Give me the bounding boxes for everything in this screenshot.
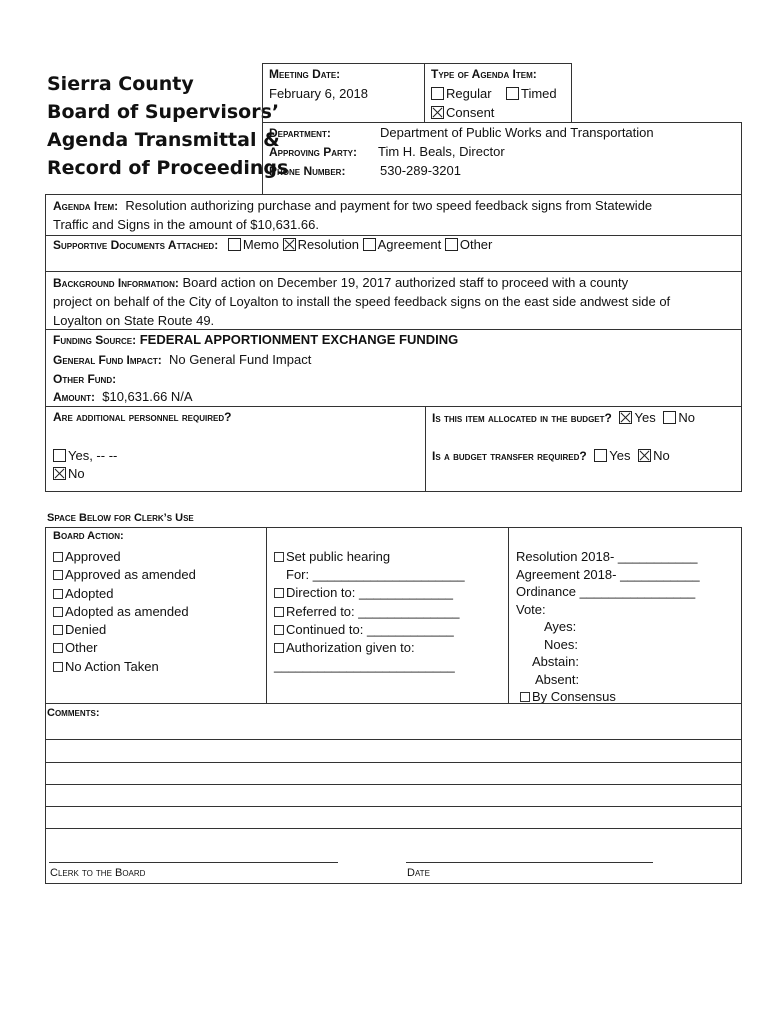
direction-to-checkbox[interactable] [274, 588, 284, 598]
background-line-3: Loyalton on State Route 49. [53, 313, 215, 328]
background-line-1: Background Information: Board action on December 19, 2017 authorized staff to proceed with a county [53, 275, 629, 290]
action-approved[interactable]: Approved [53, 548, 196, 566]
funding-source: Funding Source: FEDERAL APPORTIONMENT EXCHANGE FUNDING [53, 332, 459, 347]
transfer-yes-checkbox[interactable] [594, 449, 607, 462]
date-label: Date [407, 867, 430, 879]
general-fund-impact: General Fund Impact: No General Fund Impact [53, 352, 312, 367]
by-consensus[interactable]: By Consensus [516, 688, 700, 706]
comment-line [45, 762, 742, 763]
no-action-checkbox[interactable] [53, 662, 63, 672]
divider [45, 406, 742, 407]
personnel-yes[interactable]: Yes, -- -- [53, 448, 117, 463]
action-adopted[interactable]: Adopted [53, 585, 196, 603]
authorization-blank: _________________________ [274, 658, 455, 674]
referred-to[interactable]: Referred to: ______________ [274, 603, 465, 621]
type-consent[interactable]: Consent [431, 105, 494, 120]
approved-as-amended-checkbox[interactable] [53, 570, 63, 580]
type-regular[interactable]: Regular [431, 86, 492, 101]
divider [45, 329, 742, 330]
resolution-number: Resolution 2018- ___________ [516, 549, 698, 564]
date-signature-line[interactable] [406, 862, 653, 863]
budget-transfer: Is a budget transfer required? Yes No [432, 448, 670, 463]
noes-label: Noes: [544, 636, 578, 652]
personnel-question: Are additional personnel required? [53, 410, 232, 424]
absent-label: Absent: [535, 671, 580, 687]
regular-checkbox[interactable] [431, 87, 444, 100]
agenda-item: Agenda Item: Resolution authorizing purchase and payment for two speed feedback signs from Statewide [53, 198, 653, 213]
board-action-label: Board Action: [53, 530, 124, 542]
personnel-no[interactable]: No [53, 466, 85, 481]
hearing-for: For: _____________________ [286, 567, 465, 583]
set-public-hearing[interactable]: Set public hearing [274, 548, 465, 566]
continued-to[interactable]: Continued to: ____________ [274, 621, 465, 639]
ordinance-number: Ordinance ________________ [516, 584, 696, 599]
approved-checkbox[interactable] [53, 552, 63, 562]
ayes-label: Ayes: [544, 619, 577, 634]
adopted-as-amended-checkbox[interactable] [53, 607, 63, 617]
other-action-checkbox[interactable] [53, 643, 63, 653]
agenda-type-label: Type of Agenda Item: [431, 67, 537, 81]
supportive-docs: Supportive Documents Attached: Memo Resolution Agreement Other [53, 237, 493, 252]
authorization-given-to[interactable]: Authorization given to: [274, 639, 465, 657]
action-no-action[interactable]: No Action Taken [53, 658, 196, 676]
comment-line [45, 784, 742, 785]
comments-top-line [45, 703, 742, 704]
vote-label: Vote: [516, 601, 546, 617]
approving-party-value: Tim H. Beals, Director [378, 144, 505, 159]
divider [45, 271, 742, 272]
phone-value: 530-289-3201 [380, 163, 461, 178]
meeting-date-label: Meeting Date: [269, 67, 341, 81]
phone-label: Phone Number: [269, 164, 346, 178]
clerk-to-board-label: Clerk to the Board [50, 867, 146, 879]
meeting-date-value: February 6, 2018 [269, 86, 369, 101]
title-line-3: Agenda Transmittal & [47, 129, 280, 151]
title-line-2: Board of Supervisors’ [47, 101, 280, 123]
memo-checkbox[interactable] [228, 238, 241, 251]
other-checkbox[interactable] [445, 238, 458, 251]
personnel-no-checkbox[interactable] [53, 467, 66, 480]
clerk-right-column [516, 548, 700, 706]
clerk-signature-line[interactable] [49, 862, 338, 863]
by-consensus-checkbox[interactable] [520, 692, 530, 702]
clerk-col-divider-1 [266, 527, 267, 704]
document-title [47, 70, 288, 182]
comments-label: Comments: [47, 707, 100, 719]
background-line-2: project on behalf of the City of Loyalton to install the speed feedback signs on the east side andwest side of [53, 294, 671, 309]
board-action-list [53, 548, 196, 676]
timed-checkbox[interactable] [506, 87, 519, 100]
action-other[interactable]: Other [53, 639, 196, 657]
approving-party-label: Approving Party: [269, 145, 358, 159]
other-fund-label: Other Fund: [53, 372, 117, 386]
adopted-checkbox[interactable] [53, 589, 63, 599]
amount: Amount: $10,631.66 N/A [53, 389, 193, 404]
divider [45, 235, 742, 236]
agreement-number: Agreement 2018- ___________ [516, 566, 700, 582]
budget-allocated: Is this item allocated in the budget? Yes No [432, 410, 695, 425]
action-adopted-as-amended[interactable]: Adopted as amended [53, 603, 196, 621]
type-timed[interactable]: Timed [506, 86, 557, 101]
allocated-yes-checkbox[interactable] [619, 411, 632, 424]
referred-to-checkbox[interactable] [274, 607, 284, 617]
comment-line [45, 806, 742, 807]
action-denied[interactable]: Denied [53, 621, 196, 639]
clerk-middle-column [274, 548, 465, 675]
agenda-item-line-2: Traffic and Signs in the amount of $10,631.66. [53, 217, 319, 232]
comment-line [45, 828, 742, 829]
consent-checkbox[interactable] [431, 106, 444, 119]
transfer-no-checkbox[interactable] [638, 449, 651, 462]
personnel-yes-checkbox[interactable] [53, 449, 66, 462]
clerk-col-divider-2 [508, 527, 509, 704]
set-public-hearing-checkbox[interactable] [274, 552, 284, 562]
title-line-1: Sierra County [47, 73, 194, 95]
direction-to[interactable]: Direction to: _____________ [274, 584, 465, 602]
comment-line [45, 739, 742, 740]
resolution-checkbox[interactable] [283, 238, 296, 251]
title-line-4: Record of Proceedings [47, 157, 289, 179]
action-approved-as-amended[interactable]: Approved as amended [53, 566, 196, 584]
authorization-checkbox[interactable] [274, 643, 284, 653]
agreement-checkbox[interactable] [363, 238, 376, 251]
department-value: Department of Public Works and Transportation [380, 125, 654, 140]
allocated-no-checkbox[interactable] [663, 411, 676, 424]
denied-checkbox[interactable] [53, 625, 63, 635]
clerk-section-label: Space Below for Clerk’s Use [47, 512, 194, 524]
department-label: Department: [269, 126, 331, 140]
continued-to-checkbox[interactable] [274, 625, 284, 635]
abstain-label: Abstain: [532, 654, 579, 669]
vertical-divider [425, 406, 426, 492]
